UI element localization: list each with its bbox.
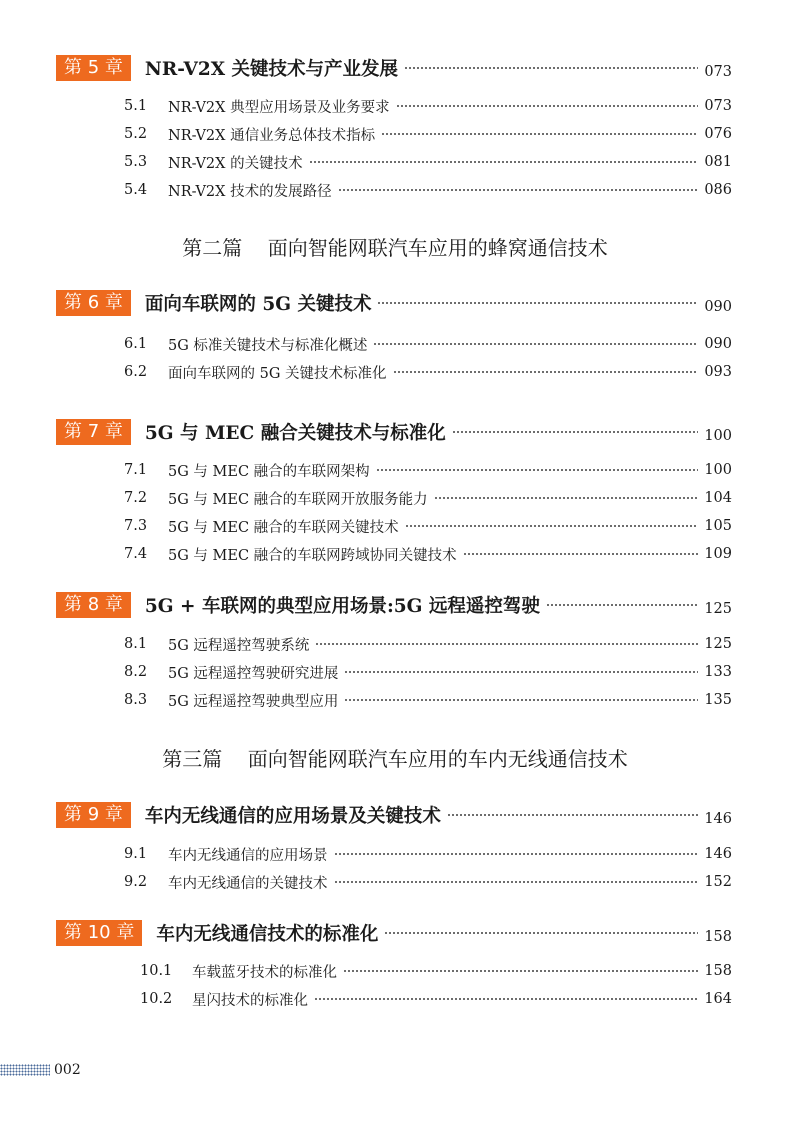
chapter-title: 车内无线通信的应用场景及关键技术 xyxy=(144,806,441,827)
section-page-number: 104 xyxy=(704,490,732,506)
section-entry xyxy=(124,661,732,683)
section-number: 9.1 xyxy=(124,846,148,862)
dot-leader xyxy=(373,343,698,345)
section-entry xyxy=(124,843,732,865)
dot-leader xyxy=(434,497,699,499)
section-title: NR-V2X 典型应用场景及业务要求 xyxy=(168,99,390,116)
dot-leader xyxy=(343,970,698,972)
chapter-entry xyxy=(56,54,732,82)
section-page-number: 152 xyxy=(704,874,732,890)
dot-leader xyxy=(377,302,698,304)
footer-dot-pattern xyxy=(0,1064,50,1076)
section-entry xyxy=(124,633,732,655)
dot-leader xyxy=(447,814,698,816)
dot-leader xyxy=(405,525,699,527)
page-number: 002 xyxy=(54,1062,81,1078)
section-entry xyxy=(124,95,732,117)
dot-leader xyxy=(376,469,699,471)
section-page-number: 164 xyxy=(704,991,732,1007)
section-number: 10.1 xyxy=(140,963,173,979)
section-title: 星闪技术的标准化 xyxy=(192,992,308,1009)
section-number: 8.1 xyxy=(124,636,148,652)
section-number: 8.2 xyxy=(124,664,148,680)
dot-leader xyxy=(396,105,699,107)
section-entry xyxy=(140,960,732,982)
section-page-number: 076 xyxy=(704,126,732,142)
section-title: 5G 标准关键技术与标准化概述 xyxy=(168,337,368,354)
section-page-number: 146 xyxy=(704,846,732,862)
chapter-badge: 第 8 章 xyxy=(56,592,131,618)
dot-leader xyxy=(338,189,699,191)
dot-leader xyxy=(452,431,699,433)
section-title: NR-V2X 技术的发展路径 xyxy=(168,183,332,200)
dot-leader xyxy=(309,161,699,163)
section-entry xyxy=(124,515,732,537)
chapter-entry xyxy=(56,919,732,947)
dot-leader xyxy=(546,604,698,606)
section-page-number: 073 xyxy=(704,98,732,114)
section-entry xyxy=(124,689,732,711)
chapter-entry xyxy=(56,591,732,619)
section-title: 5G 远程遥控驾驶研究进展 xyxy=(168,665,339,682)
section-number: 5.2 xyxy=(124,126,148,142)
chapter-entry xyxy=(56,801,732,829)
section-number: 7.2 xyxy=(124,490,148,506)
dot-leader xyxy=(315,643,698,645)
section-number: 5.1 xyxy=(124,98,148,114)
section-entry xyxy=(124,151,732,173)
section-title: 车载蓝牙技术的标准化 xyxy=(192,964,337,981)
section-title: NR-V2X 的关键技术 xyxy=(168,155,303,172)
chapter-title: 5G 与 MEC 融合关键技术与标准化 xyxy=(144,423,446,444)
chapter-entry xyxy=(56,418,732,446)
chapter-title: 面向车联网的 5G 关键技术 xyxy=(144,294,372,315)
section-page-number: 100 xyxy=(704,462,732,478)
chapter-badge: 第 5 章 xyxy=(56,55,131,81)
section-number: 6.1 xyxy=(124,336,148,352)
chapter-title: 车内无线通信技术的标准化 xyxy=(156,924,379,945)
section-page-number: 125 xyxy=(704,636,732,652)
dot-leader xyxy=(384,932,698,934)
section-title: 面向车联网的 5G 关键技术标准化 xyxy=(168,365,387,382)
section-title: 车内无线通信的关键技术 xyxy=(168,875,328,892)
chapter-page-number: 100 xyxy=(704,428,732,444)
section-page-number: 081 xyxy=(704,154,732,170)
page-footer xyxy=(0,1060,81,1080)
chapter-page-number: 158 xyxy=(704,929,732,945)
section-page-number: 135 xyxy=(704,692,732,708)
dot-leader xyxy=(404,67,698,69)
section-number: 8.3 xyxy=(124,692,148,708)
section-title: 5G 与 MEC 融合的车联网架构 xyxy=(168,463,370,480)
section-page-number: 093 xyxy=(704,364,732,380)
section-entry xyxy=(140,988,732,1010)
dot-leader xyxy=(334,853,699,855)
section-page-number: 090 xyxy=(704,336,732,352)
chapter-page-number: 146 xyxy=(704,811,732,827)
section-number: 5.4 xyxy=(124,182,148,198)
section-number: 10.2 xyxy=(140,991,173,1007)
section-title: 5G 与 MEC 融合的车联网开放服务能力 xyxy=(168,491,428,508)
section-title: 5G 远程遥控驾驶系统 xyxy=(168,637,310,654)
section-page-number: 109 xyxy=(704,546,732,562)
dot-leader xyxy=(334,881,699,883)
chapter-badge: 第 7 章 xyxy=(56,419,131,445)
dot-leader xyxy=(344,671,698,673)
section-entry xyxy=(124,123,732,145)
section-number: 5.3 xyxy=(124,154,148,170)
chapter-page-number: 073 xyxy=(704,64,732,80)
dot-leader xyxy=(344,699,698,701)
chapter-page-number: 125 xyxy=(704,601,732,617)
section-entry xyxy=(124,179,732,201)
dot-leader xyxy=(393,371,699,373)
dot-leader xyxy=(381,133,698,135)
section-page-number: 133 xyxy=(704,664,732,680)
chapter-badge: 第 9 章 xyxy=(56,802,131,828)
section-title: 车内无线通信的应用场景 xyxy=(168,847,328,864)
section-page-number: 105 xyxy=(704,518,732,534)
chapter-page-number: 090 xyxy=(704,299,732,315)
dot-leader xyxy=(463,553,699,555)
section-entry xyxy=(124,333,732,355)
section-page-number: 086 xyxy=(704,182,732,198)
section-title: 5G 远程遥控驾驶典型应用 xyxy=(168,693,339,710)
section-title: 5G 与 MEC 融合的车联网跨域协同关键技术 xyxy=(168,547,457,564)
chapter-badge: 第 10 章 xyxy=(56,920,142,946)
section-entry xyxy=(124,487,732,509)
section-number: 6.2 xyxy=(124,364,148,380)
chapter-entry xyxy=(56,289,732,317)
part-heading: 第二篇 面向智能网联汽车应用的蜂窝通信技术 xyxy=(182,236,608,260)
section-number: 7.1 xyxy=(124,462,148,478)
part-heading: 第三篇 面向智能网联汽车应用的车内无线通信技术 xyxy=(162,747,628,771)
section-entry xyxy=(124,871,732,893)
section-number: 7.3 xyxy=(124,518,148,534)
section-entry xyxy=(124,459,732,481)
section-page-number: 158 xyxy=(704,963,732,979)
chapter-title: 5G + 车联网的典型应用场景:5G 远程遥控驾驶 xyxy=(144,596,540,617)
section-entry xyxy=(124,543,732,565)
section-number: 7.4 xyxy=(124,546,148,562)
section-title: NR-V2X 通信业务总体技术指标 xyxy=(168,127,376,144)
dot-leader xyxy=(314,998,698,1000)
chapter-badge: 第 6 章 xyxy=(56,290,131,316)
section-title: 5G 与 MEC 融合的车联网关键技术 xyxy=(168,519,399,536)
section-entry xyxy=(124,361,732,383)
section-number: 9.2 xyxy=(124,874,148,890)
chapter-title: NR-V2X 关键技术与产业发展 xyxy=(144,59,399,80)
